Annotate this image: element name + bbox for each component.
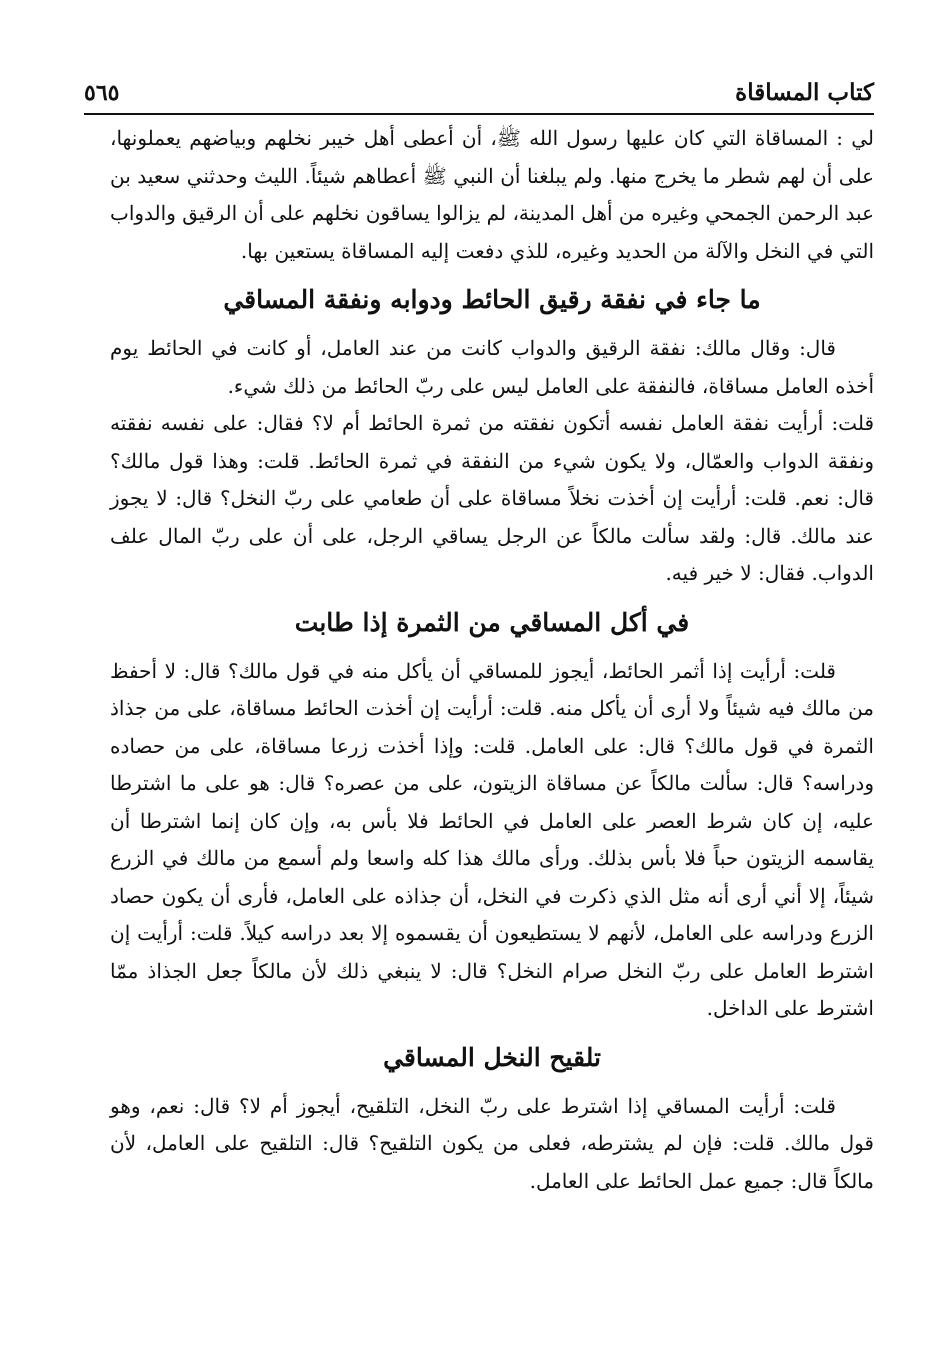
section-heading-pollination: تلقيح النخل المساقي xyxy=(383,1042,601,1072)
paragraph-expenses-1: قال: وقال مالك: نفقة الرقيق والدواب كانت من عند العامل، أو كانت في الحائط يوم أخذه العامل مساقاة، فالنفقة على العامل ليس على ربّ الحائط من ذلك شيء. xyxy=(110,336,874,398)
header-rule xyxy=(84,113,874,115)
intro-paragraph: لي : المساقاة التي كان عليها رسول الله ﷺ، أن أعطى أهل خيبر نخلهم وبياضهم يعملونها، على أن لهم شطر ما يخرج منها. ولم يبلغنا أن النبي ﷺ أعطاهم شيئاً. الليث وحدثني سعيد بن عبد الرحمن الجمحي وغيره من أهل المدينة، لم يزالوا يساقون نخلهم على أن الرقيق والدواب التي في النخل والآلة من الحديد وغيره، للذي دفعت إليه المساقاة يستعين بها. xyxy=(110,126,874,263)
running-title: كتاب المساقاة xyxy=(735,79,874,106)
page-body xyxy=(110,120,874,1200)
page-header xyxy=(84,62,874,112)
section-heading-expenses: ما جاء في نفقة رقيق الحائط ودوابه ونفقة المساقي xyxy=(223,285,761,314)
paragraph-eating-fruit: قلت: أرأيت إذا أثمر الحائط، أيجوز للمساقي أن يأكل منه في قول مالك؟ قال: لا أحفظ من مالك فيه شيئاً ولا أرى أن يأكل منه. قلت: أرأيت إن أخذت الحائط مساقاة، على من جذاذ الثمرة في قول مالك؟ قال: على العامل. قلت: وإذا أخذت زرعا مساقاة، على من حصاده ودراسه؟ قال: سألت مالكاً عن مساقاة الزيتون، على من عصره؟ قال: هو على ما اشترطا عليه، إن كان شرط العصر على العامل في الحائط فلا بأس به، وإن كان إنما اشترطا أن يقاسمه الزيتون حباً فلا بأس بذلك. ورأى مالك هذا كله واسعا ولم أسمع من مالك في الزرع شيئاً، إلا أني أرى أنه مثل الذي ذكرت في النخل، أن جذاذه على العامل، فأرى أن يكون حصاد الزرع ودراسه على العامل، لأنهم لا يستطيعون أن يقسموه إلا بعد دراسه كيلاً. قلت: أرأيت إن اشترط العامل على ربّ النخل صرام النخل؟ قال: لا ينبغي ذلك لأن مالكاً جعل الجذاذ ممّا اشترط على الداخل. xyxy=(110,658,875,1020)
page-number: ٥٦٥ xyxy=(84,80,120,106)
paragraph-pollination: قلت: أرأيت المساقي إذا اشترط على ربّ النخل، التلقيح، أيجوز أم لا؟ قال: نعم، وهو قول مالك. قلت: فإن لم يشترطه، فعلى من يكون التلقيح؟ قال: التلقيح على العامل، لأن مالكاً قال: جميع عمل الحائط على العامل. xyxy=(110,1093,874,1193)
section-heading-eating-fruit: في أكل المساقي من الثمرة إذا طابت xyxy=(294,607,690,637)
paragraph-expenses-2: قلت: أرأيت نفقة العامل نفسه أتكون نفقته من ثمرة الحائط أم لا؟ فقال: على نفسه نفقته ونفقة الدواب والعمّال، ولا يكون شيء من النفقة في ثمرة الحائط. قلت: وهذا قول مالك؟ قال: نعم. قلت: أرأيت إن أخذت نخلاً مساقاة على أن طعامي على ربّ النخل؟ قال: لا يجوز عند مالك. قال: ولقد سألت مالكاً عن الرجل يساقي الرجل، على أن على ربّ المال علف الدواب. فقال: لا خير فيه. xyxy=(110,411,874,585)
